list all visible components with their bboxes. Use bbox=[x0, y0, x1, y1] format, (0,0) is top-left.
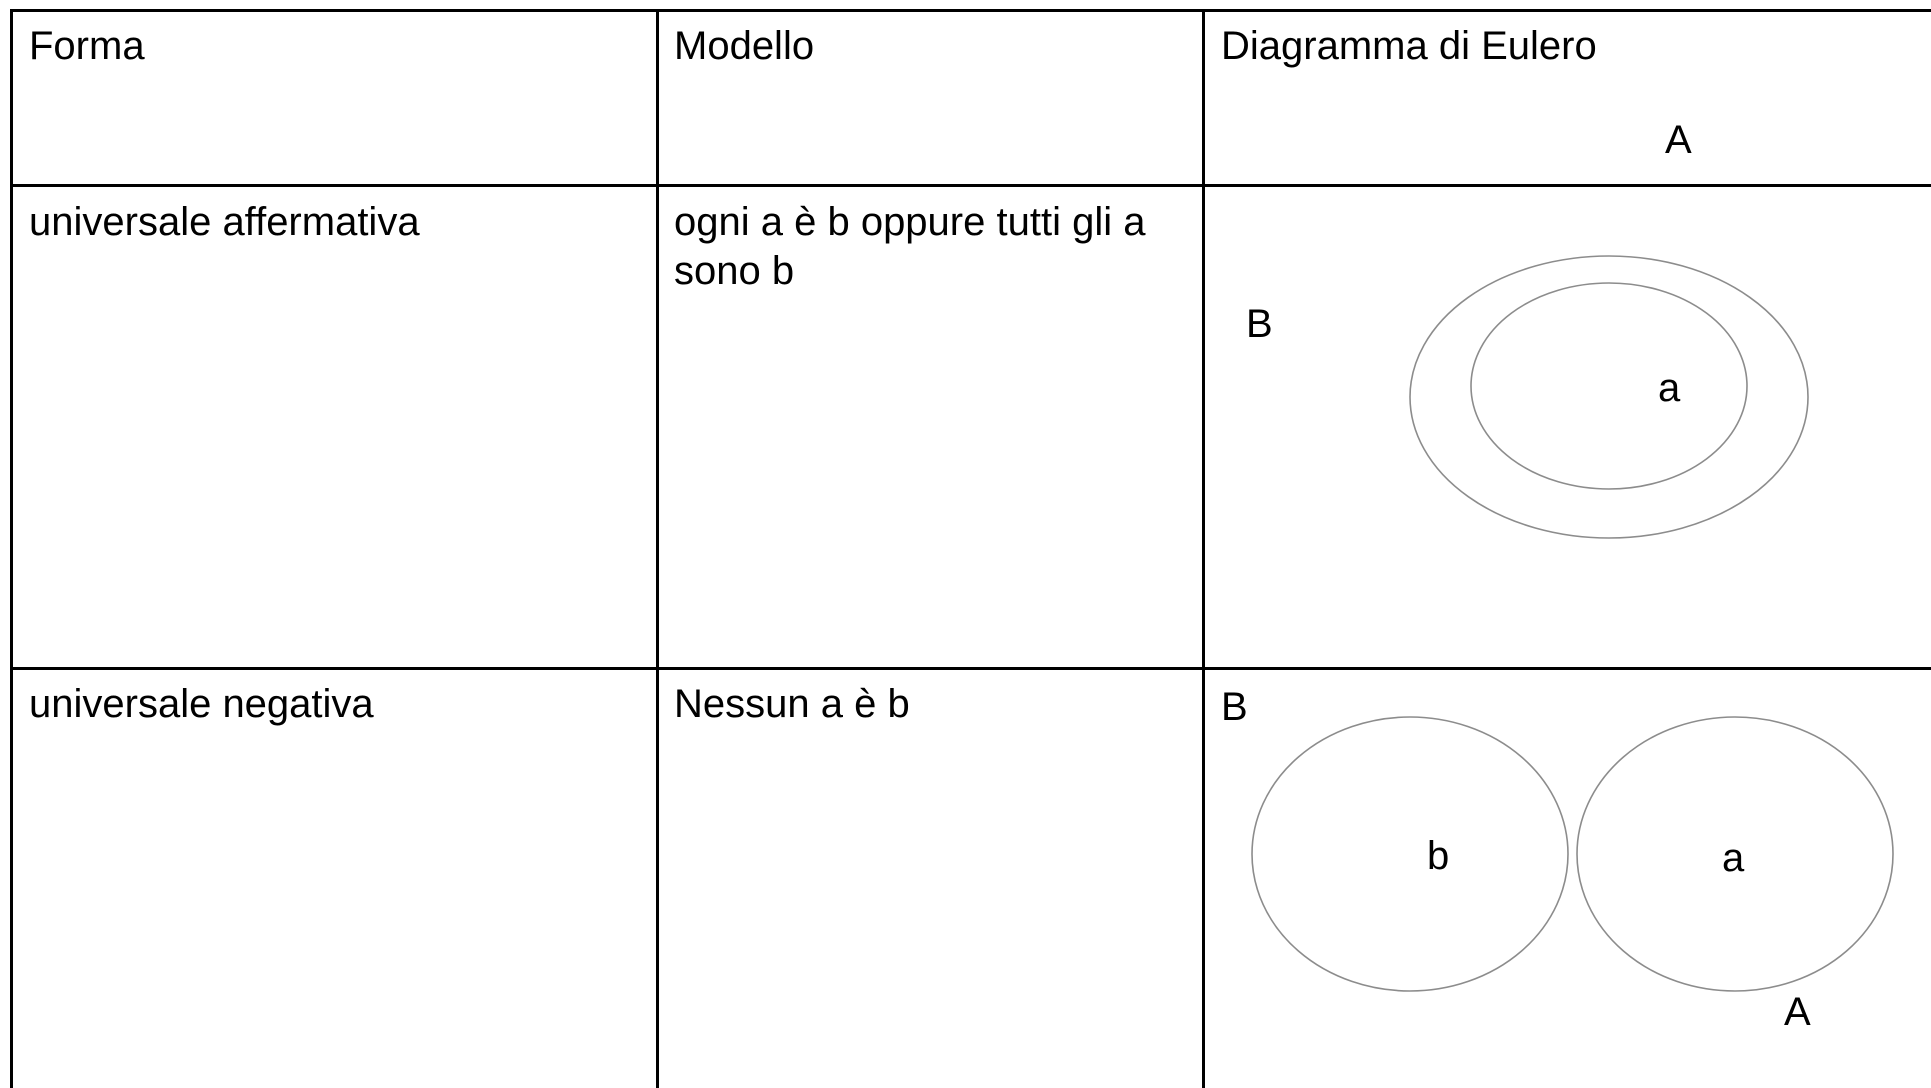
left-ellipse bbox=[1252, 717, 1568, 991]
label-element-b: b bbox=[1427, 834, 1450, 878]
inner-ellipse bbox=[1471, 283, 1747, 489]
header-modello: Modello bbox=[674, 24, 815, 68]
outer-ellipse bbox=[1410, 256, 1808, 538]
row-1-forma: universale affermativa bbox=[29, 200, 420, 244]
row-2-modello: Nessun a è b bbox=[674, 682, 910, 726]
label-element-a: a bbox=[1722, 836, 1745, 880]
label-set-A: A bbox=[1665, 118, 1692, 162]
diagram-universale-negativa bbox=[1221, 685, 1893, 1034]
label-set-B: B bbox=[1221, 685, 1248, 729]
diagram-universale-affermativa bbox=[1246, 118, 1808, 538]
label-set-A: A bbox=[1784, 990, 1811, 1034]
row-2-forma: universale negativa bbox=[29, 682, 374, 726]
table-border-top bbox=[10, 9, 1931, 12]
label-set-B: B bbox=[1246, 302, 1273, 346]
right-ellipse bbox=[1577, 717, 1893, 991]
table-border-left bbox=[10, 9, 13, 1088]
row-divider-2 bbox=[10, 667, 1931, 670]
header-forma: Forma bbox=[29, 24, 145, 68]
column-divider-1 bbox=[656, 9, 659, 1088]
label-element-a: a bbox=[1658, 366, 1681, 410]
header-diagramma: Diagramma di Eulero bbox=[1221, 24, 1597, 68]
column-divider-2 bbox=[1202, 9, 1205, 1088]
row-divider-1 bbox=[10, 184, 1931, 187]
row-1-modello: ogni a è b oppure tutti gli a sono b bbox=[674, 200, 1146, 293]
